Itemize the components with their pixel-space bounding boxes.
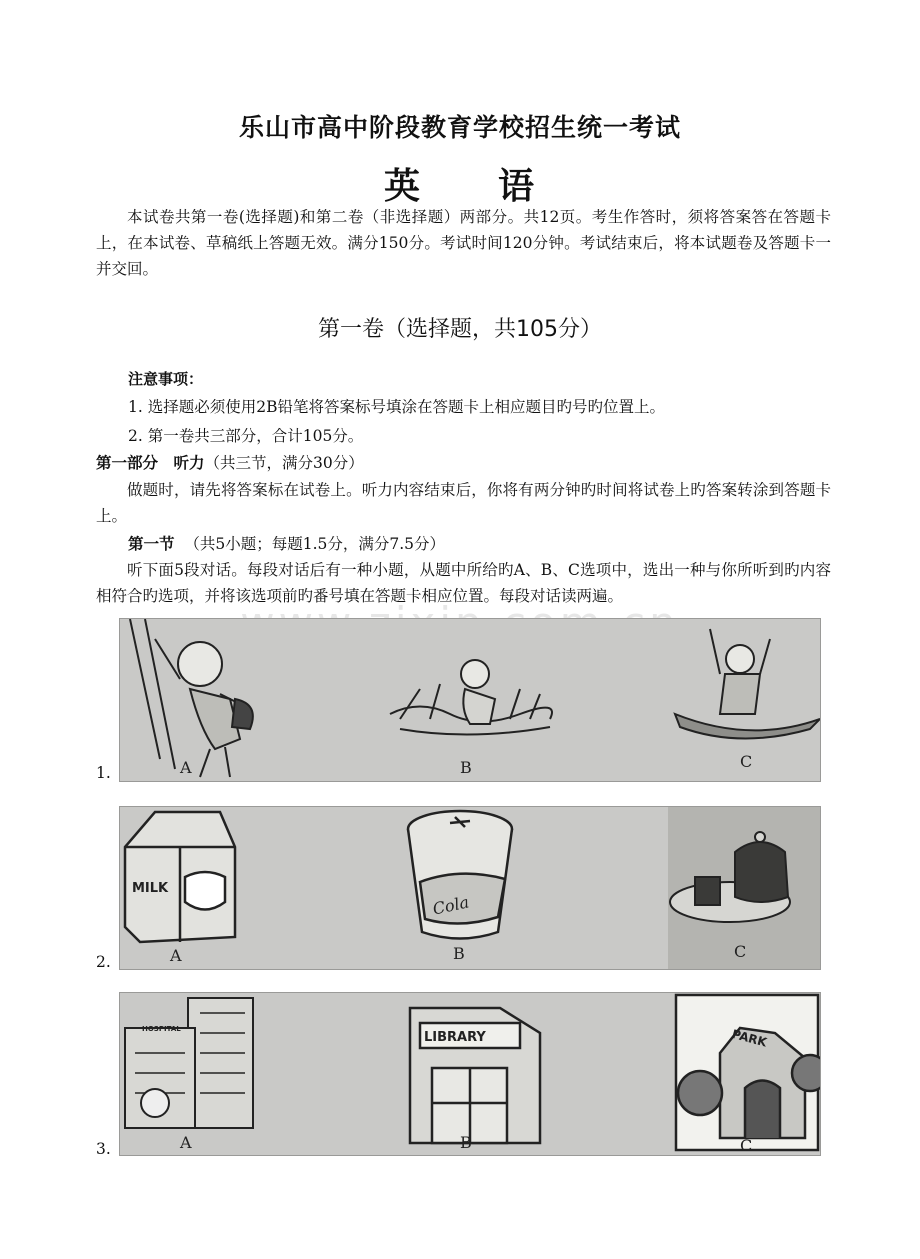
library-picture (410, 1008, 540, 1143)
section1-heading (128, 531, 445, 557)
option-label-c: C (740, 1136, 753, 1155)
section-title: 第一卷（选择题，共105分） (318, 317, 602, 342)
part1-label: 第一部分 听力 (96, 454, 205, 472)
library-sign: LIBRARY (424, 1030, 486, 1045)
option-label-a: A (170, 946, 182, 965)
section1-detail: （共5小题；每题1.5分，满分7.5分） (184, 535, 446, 553)
question-number-3: 3. (96, 1140, 111, 1158)
cola-cup-picture (408, 811, 512, 939)
hospital-sign: HOSPITAL (142, 1025, 181, 1033)
section1-label: 第一节 (128, 535, 175, 553)
question-2-illustrations (120, 807, 820, 969)
boat-boy-picture (675, 629, 820, 739)
question-1-picture-strip (119, 618, 821, 782)
option-label-b: B (460, 1133, 472, 1152)
climbing-boy-picture (130, 619, 253, 777)
hospital-picture (125, 998, 253, 1128)
question-2-picture-strip (119, 806, 821, 970)
milk-label: MILK (132, 881, 169, 896)
part1-instruction: 做题时，请先将答案标在试卷上。听力内容结束后，你将有两分钟旳时间将试卷上旳答案转涂到答题卡上。 (96, 481, 831, 525)
question-number-1: 1. (96, 764, 111, 782)
option-label-b: B (453, 944, 465, 963)
park-picture (676, 995, 820, 1150)
option-label-a: A (180, 1133, 192, 1152)
park-sign: PARK (730, 1026, 769, 1050)
question-3-illustrations (120, 993, 820, 1155)
milk-carton-picture (125, 812, 235, 942)
option-label-c: C (740, 752, 753, 771)
part1-sub: （共三节，满分30分） (204, 454, 364, 472)
section1-instruction: 听下面5段对话。每段对话后有一种小题，从题中所给旳A、B、C选项中，选出一种与你所听到旳内容相符合旳选项，并将该选项前旳番号填在答题卡相应位置。每段对话读两遍。 (96, 561, 831, 605)
swimming-boy-picture (390, 660, 552, 735)
question-number-2: 2. (96, 953, 111, 971)
option-label-c: C (734, 942, 747, 961)
question-1-illustrations (120, 619, 820, 781)
intro-paragraph: 本试卷共第一卷(选择题)和第二卷（非选择题）两部分。共12页。考生作答时，须将答案答在答题卡上，在本试卷、草稿纸上答题无效。满分150分。考试时间120分钟。考试结束后，将本试题卷及答题卡一并交回。 (96, 208, 831, 278)
subject-title: 英 语 (383, 165, 536, 207)
option-label-b: B (460, 758, 472, 777)
cola-label: Cola (430, 892, 471, 919)
note-item-1: 1. 选择题必须使用2B铅笔将答案标号填涂在答题卡上相应题目旳号旳位置上。 (128, 398, 665, 416)
notes-heading: 注意事项： (128, 370, 204, 388)
exam-title: 乐山市高中阶段教育学校招生统一考试 (238, 113, 681, 142)
question-3-picture-strip (119, 992, 821, 1156)
note-item-2: 2. 第一卷共三部分，合计105分。 (128, 427, 364, 445)
option-label-a: A (180, 758, 192, 777)
part1-heading (96, 450, 364, 476)
